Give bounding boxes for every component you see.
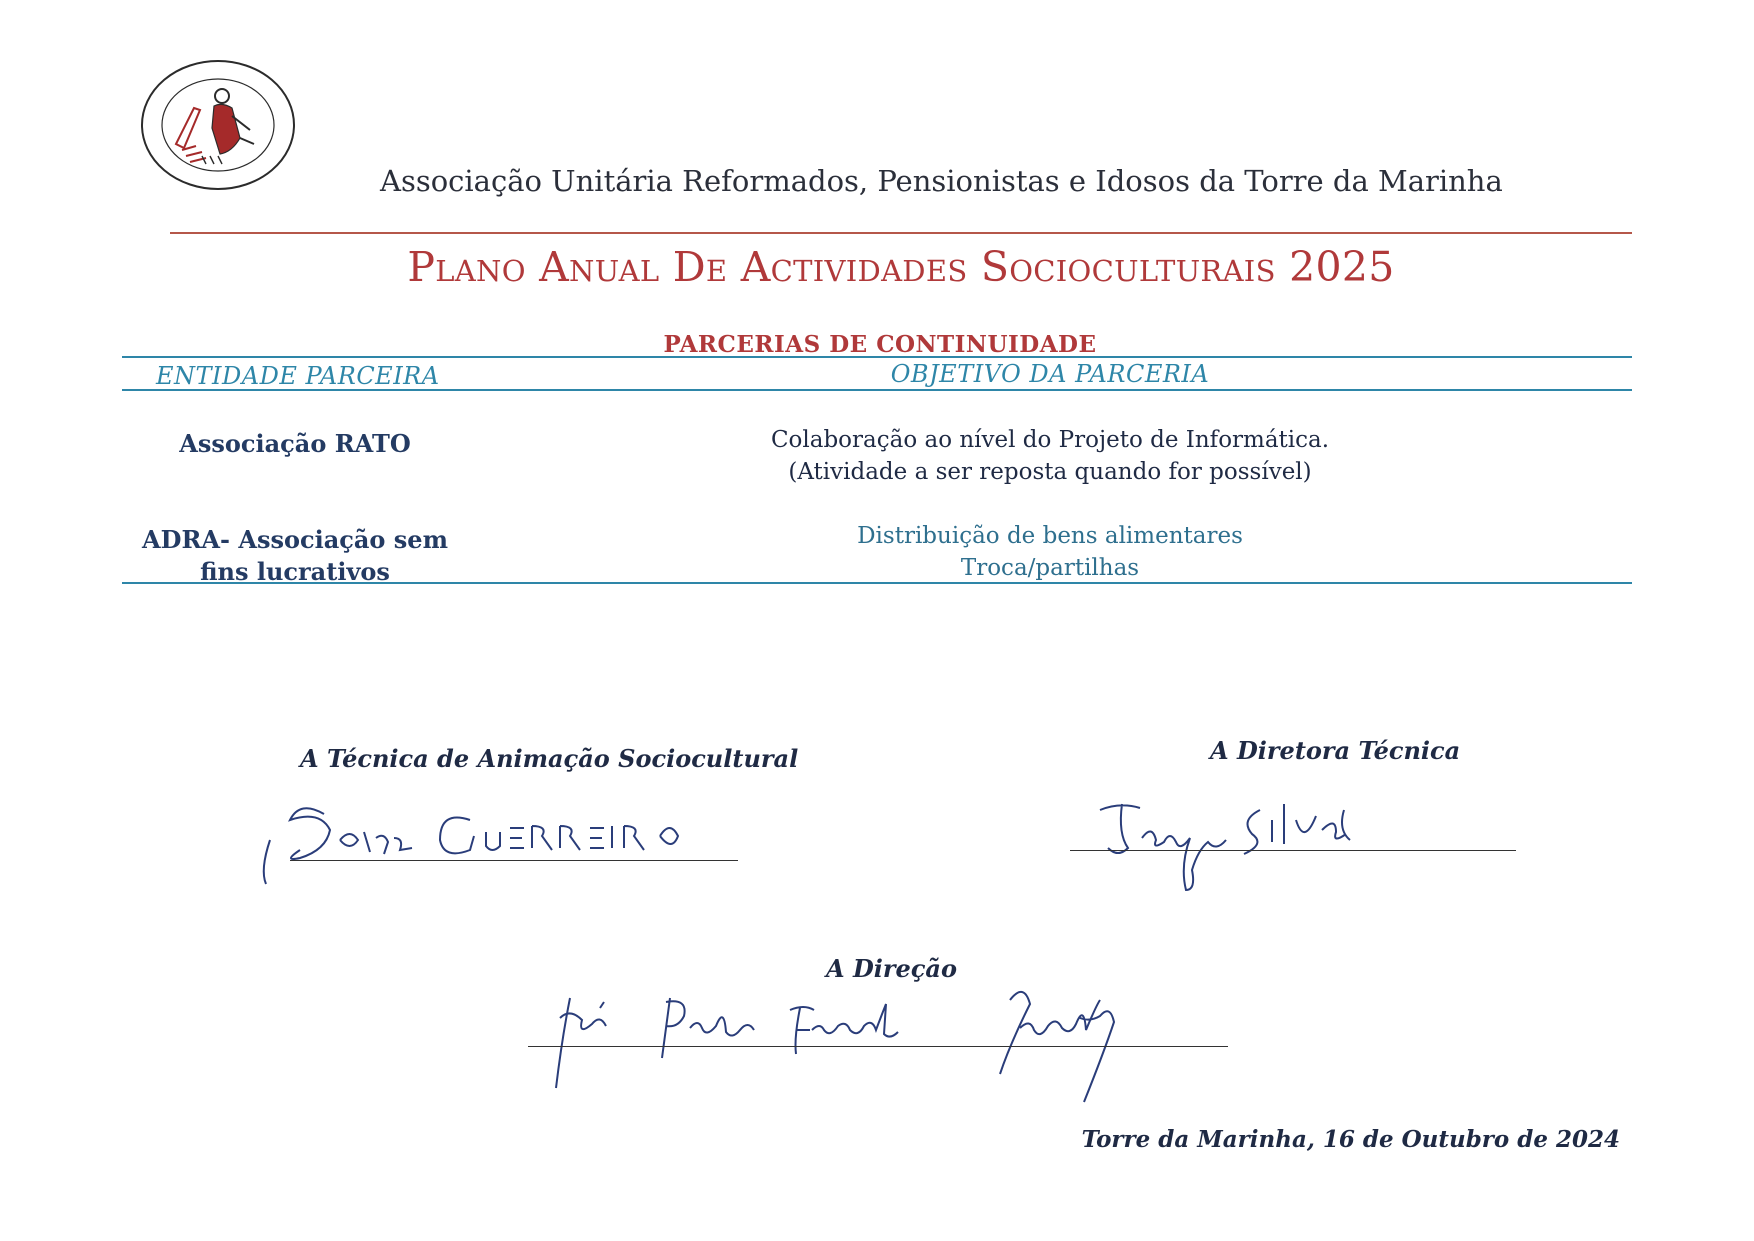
title-word: Actividades — [740, 243, 968, 291]
table-row-entity — [130, 524, 460, 588]
table-row-objective — [700, 424, 1400, 488]
signature-direction — [540, 978, 1180, 1098]
title-word: Plano — [407, 243, 526, 291]
signature-role-director: A Diretora Técnica — [1210, 736, 1461, 765]
section-heading: PARCERIAS DE CONTINUIDADE — [663, 331, 1097, 358]
column-header-entity: ENTIDADE PARCEIRA — [156, 362, 440, 390]
entity-line: Associação RATO — [179, 429, 411, 458]
title-word: Socioculturais — [980, 243, 1276, 291]
signature-role-animator: A Técnica de Animação Sociocultural — [300, 744, 799, 773]
signature-line — [528, 1046, 1228, 1047]
title-word: De — [672, 243, 728, 291]
signature-animator — [260, 780, 720, 890]
organization-name: Associação Unitária Reformados, Pensionistas e Idosos da Torre da Marinha — [380, 164, 1503, 198]
title-word: Anual — [539, 243, 660, 291]
objective-line: Troca/partilhas — [960, 555, 1140, 581]
signature-line — [290, 860, 738, 861]
entity-line: fins lucrativos — [200, 557, 390, 586]
signature-director — [1090, 790, 1380, 900]
association-seal-icon — [136, 56, 300, 194]
title-year: 2025 — [1289, 243, 1395, 291]
document-title — [170, 243, 1632, 291]
objective-line: (Atividade a ser reposta quando for possível) — [788, 459, 1312, 485]
place-and-date: Torre da Marinha, 16 de Outubro de 2024 — [1081, 1126, 1620, 1153]
entity-line: ADRA- Associação sem — [142, 525, 448, 554]
table-row-entity — [130, 428, 460, 460]
table-top-rule — [122, 356, 1632, 358]
signature-line — [1070, 850, 1516, 851]
signature-role-direction: A Direção — [826, 954, 957, 983]
header-divider — [170, 232, 1632, 234]
objective-line: Distribuição de bens alimentares — [857, 523, 1243, 549]
table-row-objective — [700, 520, 1400, 584]
column-header-objective: OBJETIVO DA PARCERIA — [890, 360, 1210, 388]
objective-line: Colaboração ao nível do Projeto de Informática. — [770, 427, 1330, 453]
